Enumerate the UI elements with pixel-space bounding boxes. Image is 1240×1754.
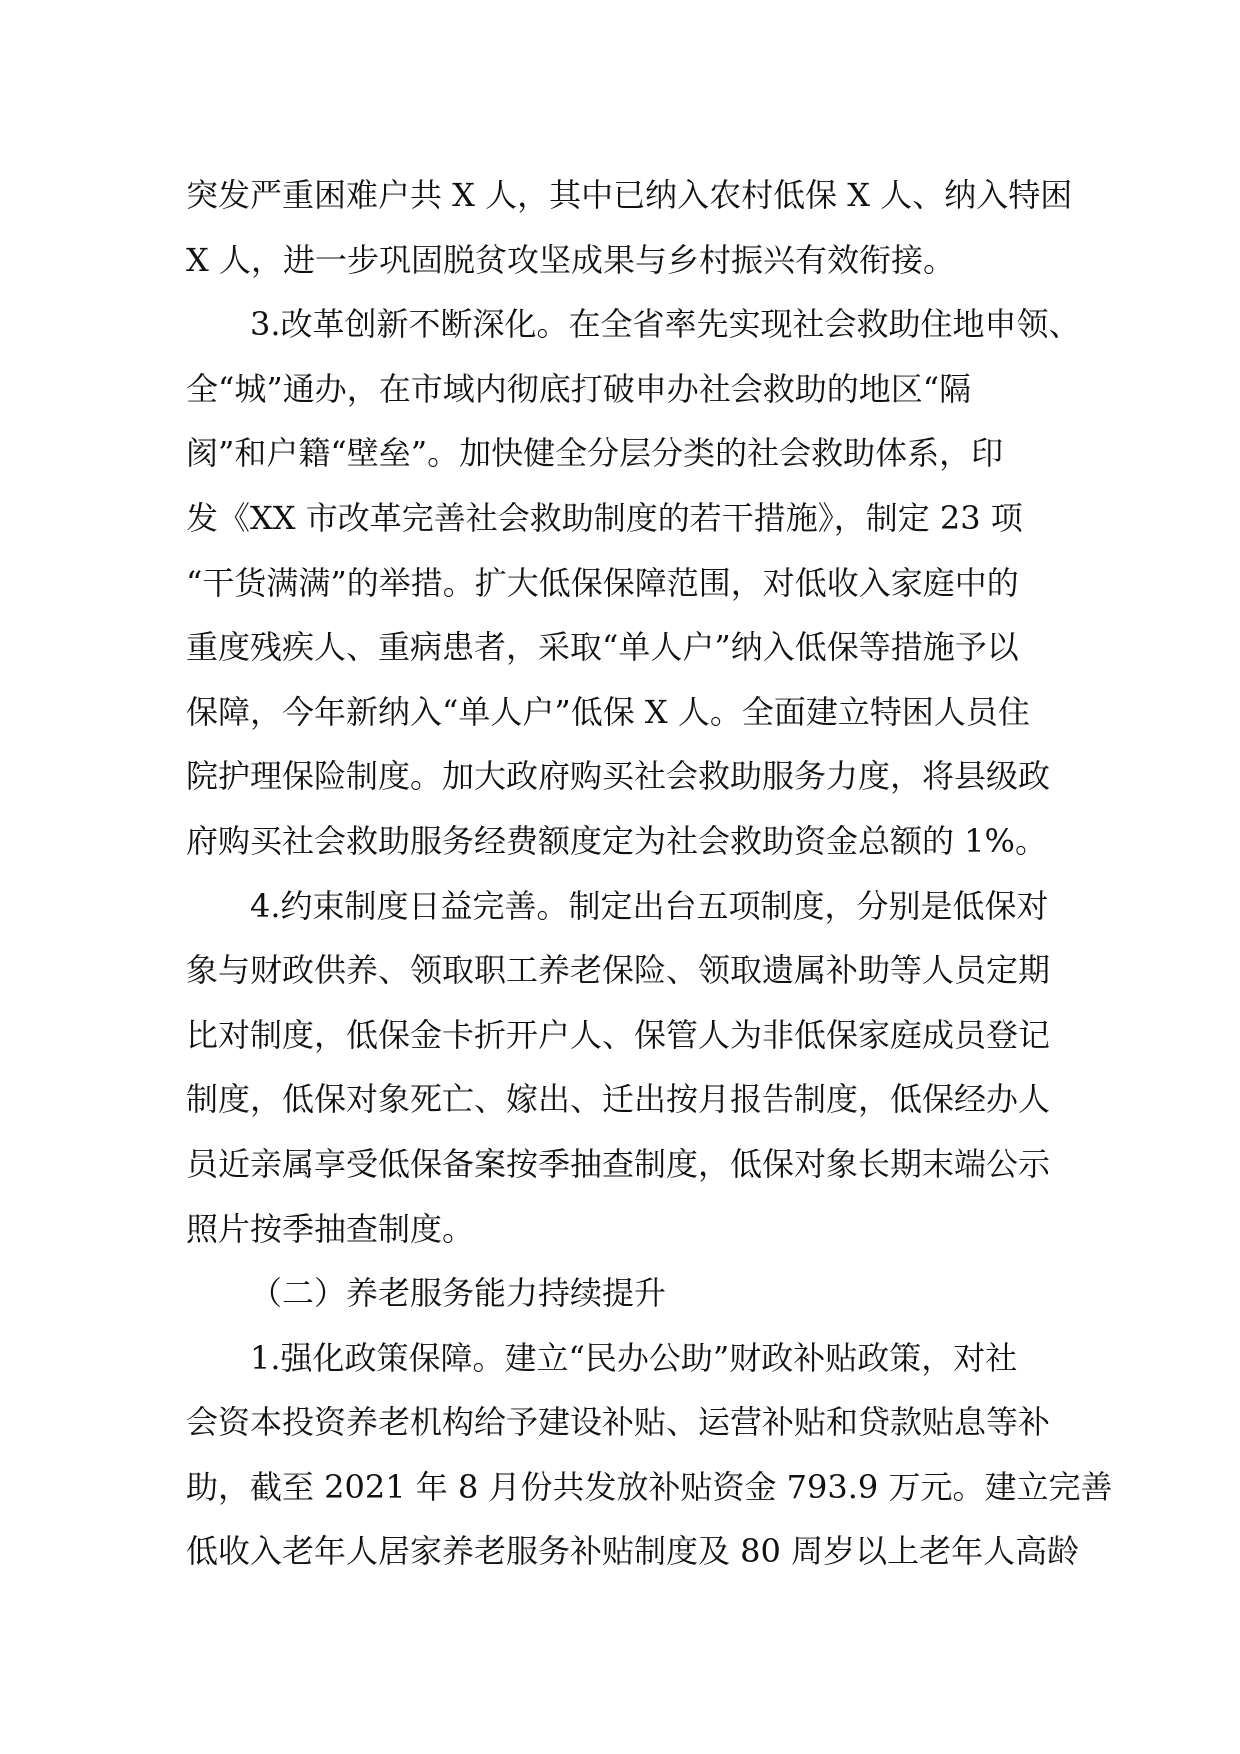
text-line: 制度，低保对象死亡、嫁出、迁出按月报告制度，低保经办人: [186, 1080, 1051, 1119]
paragraph-start-line: 4.约束制度日益完善。制定出台五项制度，分别是低保对: [250, 886, 1049, 925]
text-line: 象与财政供养、领取职工养老保险、领取遗属补助等人员定期: [186, 951, 1051, 990]
text-line: 员近亲属享受低保备案按季抽查制度，低保对象长期末端公示: [186, 1144, 1051, 1183]
text-line: 会资本投资养老机构给予建设补贴、运营补贴和贷款贴息等补: [186, 1403, 1051, 1442]
document-body: [186, 163, 1113, 1584]
paragraph-start-line: 3.改革创新不断深化。在全省率先实现社会救助住地申领、: [250, 305, 1081, 344]
text-line: 比对制度，低保金卡折开户人、保管人为非低保家庭成员登记: [186, 1015, 1051, 1054]
text-line: 府购买社会救助服务经费额度定为社会救助资金总额的 1%。: [186, 821, 1047, 860]
paragraph-start-line: 1.强化政策保障。建立“民办公助”财政补贴政策，对社: [250, 1338, 1018, 1377]
text-line: 全“城”通办，在市域内彻底打破申办社会救助的地区“隔: [186, 369, 972, 408]
text-line: 重度残疾人、重病患者，采取“单人户”纳入低保等措施予以: [186, 628, 1019, 667]
text-line: 突发严重困难户共 X 人，其中已纳入农村低保 X 人、纳入特困: [186, 176, 1073, 214]
section-heading: （二）养老服务能力持续提升: [250, 1274, 667, 1313]
text-line: “干货满满”的举措。扩大低保保障范围，对低收入家庭中的: [186, 563, 1019, 602]
text-line: 阂”和户籍“壁垒”。加快健全分层分类的社会救助体系，印: [186, 434, 1004, 473]
text-line: 发《XX 市改革完善社会救助制度的若干措施》，制定 23 项: [186, 498, 1023, 537]
text-line: 保障，今年新纳入“单人户”低保 X 人。全面建立特困人员住: [186, 692, 1030, 731]
text-line: 助，截至 2021 年 8 月份共发放补贴资金 793.9 万元。建立完善: [186, 1467, 1113, 1506]
text-line: 低收入老年人居家养老服务补贴制度及 80 周岁以上老年人高龄: [186, 1532, 1080, 1571]
text-line: 照片按季抽查制度。: [186, 1209, 475, 1248]
text-line: X 人，进一步巩固脱贫攻坚成果与乡村振兴有效衔接。: [186, 240, 955, 279]
text-line: 院护理保险制度。加大政府购买社会救助服务力度，将县级政: [186, 757, 1051, 796]
